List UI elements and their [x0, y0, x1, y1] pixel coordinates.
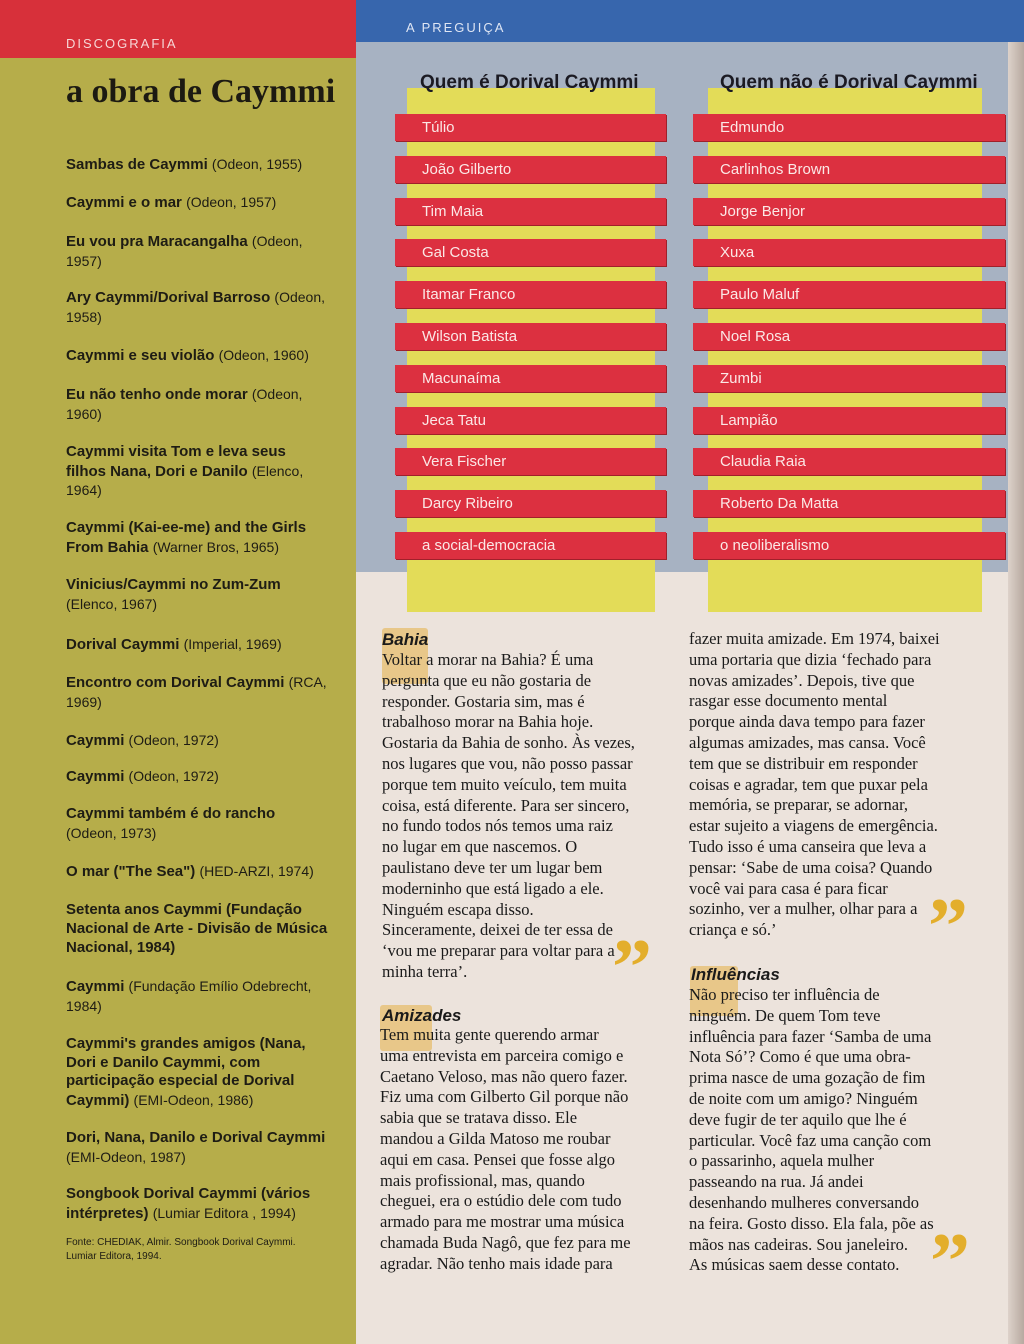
closing-quote-icon: ” — [930, 1218, 970, 1306]
record-title: Caymmi — [66, 732, 125, 749]
text-line: Fiz uma com Gilberto Gil porque não — [380, 1087, 629, 1107]
text-line: influência para fazer ‘Samba de uma — [689, 1026, 932, 1046]
text-line: uma entrevista em parceira comigo e — [380, 1045, 624, 1065]
record-meta: (Elenco, 1967) — [66, 595, 158, 612]
text-line: sozinho, ver a mulher, olhar para a — [689, 899, 918, 919]
table-cell: Lampião — [693, 407, 1005, 434]
record-meta: (Imperial, 1969) — [183, 636, 282, 652]
text-line: sabia que se tratava disso. Ele — [380, 1108, 578, 1128]
discography-item — [66, 576, 328, 614]
text-line: algumas amizades, mas cansa. Você — [689, 732, 926, 752]
text-line: estar sujeito a viagens de emergência. — [689, 816, 938, 836]
table-cell: João Gilberto — [395, 156, 666, 183]
text-line: criança e só.’ — [689, 920, 777, 940]
discography-item — [66, 346, 328, 366]
discography-item — [66, 805, 328, 843]
record-meta: (HED-ARZI, 1974) — [199, 863, 314, 879]
discography-item — [66, 901, 328, 958]
text-line: no lugar em que nascemos. O — [382, 837, 578, 857]
table-cell: Xuxa — [693, 239, 1005, 266]
table-cell: a social-democracia — [395, 532, 666, 559]
section-heading-bahia: Bahia — [382, 630, 429, 649]
column-header-is: Quem é Dorival Caymmi — [420, 72, 639, 93]
table-cell: Itamar Franco — [395, 281, 666, 308]
paragraph-amizades — [380, 1025, 670, 1275]
text-line: porque ainda dava tempo para fazer — [689, 712, 925, 732]
record-meta: (Odeon, 1972) — [128, 732, 219, 748]
record-meta: (EMI-Odeon, 1986) — [133, 1091, 254, 1108]
text-line: Não preciso ter influência de — [689, 985, 880, 1004]
discography-item — [66, 288, 328, 327]
section-header-bar — [0, 0, 356, 58]
discography-item — [66, 1129, 328, 1167]
record-meta: (Odeon, 1957) — [66, 233, 303, 269]
text-line: Sinceramente, deixei de ter essa de — [382, 920, 613, 940]
record-title: Dorival Caymmi — [66, 636, 180, 653]
record-title: Caymmi's grandes amigos (Nana, Dori e Danilo Caymmi, com participação especial de Dorival Caymmi) — [66, 1035, 306, 1109]
text-line: Caetano Veloso, mas não quero fazer. — [380, 1066, 628, 1086]
text-line: desenhando mulheres conversando — [689, 1192, 920, 1212]
text-line: particular. Você faz uma canção com — [689, 1130, 932, 1150]
text-line: moderninho que está ligado a ele. — [382, 878, 604, 898]
record-meta: (Odeon, 1973) — [66, 824, 157, 841]
text-line: prima nasce de uma gozação de fim — [689, 1068, 926, 1088]
text-line: pensar: ‘Sabe de uma coisa? Quando — [689, 857, 933, 877]
text-line: mais profissional, mas, quando — [380, 1170, 585, 1190]
table-cell: Macunaíma — [395, 365, 666, 392]
text-line: Gostaria da Bahia de sonho. Às vezes, — [382, 733, 635, 753]
table-cell: Roberto Da Matta — [693, 490, 1005, 517]
text-line: passeando na rua. Já andei — [689, 1172, 864, 1192]
table-cell: Túlio — [395, 114, 666, 141]
table-header-bar — [356, 0, 1024, 42]
text-line: no fundo todos nós temos uma raiz — [382, 816, 613, 836]
record-meta: (Odeon, 1972) — [128, 768, 219, 784]
page-edge — [1008, 42, 1024, 1344]
text-line: coisa, está diferente. Para ser sincero, — [382, 795, 630, 815]
table-cell: Claudia Raia — [693, 448, 1005, 475]
table-cell: Jeca Tatu — [395, 407, 666, 434]
table-cell: o neoliberalismo — [693, 532, 1005, 559]
discography-item — [66, 977, 328, 1016]
discography-item — [66, 443, 328, 501]
record-title: Caymmi — [66, 978, 125, 995]
table-cell: Noel Rosa — [693, 323, 1005, 350]
record-title: Ary Caymmi/Dorival Barroso — [66, 289, 271, 306]
record-meta: (Odeon, 1958) — [66, 289, 326, 325]
record-title: Caymmi — [66, 768, 125, 785]
text-line: Ninguém escapa disso. — [382, 899, 534, 919]
record-meta: (RCA, 1969) — [66, 674, 327, 710]
record-title: Dori, Nana, Danilo e Dorival Caymmi — [66, 1129, 326, 1146]
discography-item — [66, 731, 328, 751]
text-line: deve fugir de ter aquilo que lhe é — [689, 1109, 907, 1129]
text-line: mandou a Gilda Matoso me roubar — [380, 1128, 611, 1148]
record-meta: (Odeon, 1960) — [66, 386, 303, 422]
closing-quote-icon: ” — [612, 924, 652, 1012]
text-line: rasgar esse documento mental — [689, 691, 888, 711]
text-line: armado para me mostrar uma música — [380, 1212, 625, 1232]
text-line: Nota Só’? Como é que uma obra- — [689, 1047, 911, 1067]
table-cell: Tim Maia — [395, 198, 666, 225]
text-line: porque tem muito veículo, tem muita — [382, 774, 627, 794]
table-cell: Wilson Batista — [395, 323, 666, 350]
record-title: Songbook Dorival Caymmi (vários intérpretes) — [66, 1185, 311, 1222]
discography-sidebar — [0, 0, 356, 1344]
discography-item — [66, 1185, 328, 1223]
record-meta: (Elenco, 1964) — [66, 462, 304, 498]
text-line: aqui em casa. Pensei que fosse algo — [380, 1149, 616, 1169]
section-heading-amizades: Amizades — [382, 1006, 462, 1025]
text-line: minha terra’. — [382, 961, 468, 981]
text-line: nos lugares que vou, não posso passar — [382, 753, 633, 773]
discography-item — [66, 635, 328, 655]
record-title: Caymmi e o mar — [66, 194, 182, 211]
column-header-is-not: Quem não é Dorival Caymmi — [720, 72, 978, 93]
discography-item — [66, 519, 328, 557]
discography-item — [66, 862, 328, 882]
record-meta: (Warner Bros, 1965) — [152, 538, 279, 555]
text-line: ninguém. De quem Tom teve — [689, 1005, 881, 1025]
text-line: Voltar a morar na Bahia? É uma — [382, 650, 594, 669]
section-label: DISCOGRAFIA — [66, 36, 178, 51]
text-line: ‘vou me preparar para voltar para a — [382, 941, 615, 961]
discography-item — [66, 673, 328, 712]
table-cell: Jorge Benjor — [693, 198, 1005, 225]
discography-item — [66, 193, 328, 213]
text-line: tem que se distribuir em responder — [689, 753, 918, 773]
text-line: uma portaria que dizia ‘fechado para — [689, 649, 932, 669]
record-meta: (Lumiar Editora , 1994) — [152, 1204, 296, 1221]
table-cell: Carlinhos Brown — [693, 156, 1005, 183]
closing-quote-icon: ” — [928, 883, 968, 971]
record-title: Encontro com Dorival Caymmi — [66, 674, 285, 691]
record-title: Vinicius/Caymmi no Zum-Zum — [66, 576, 281, 593]
record-title: Sambas de Caymmi — [66, 156, 208, 173]
record-meta: (EMI-Odeon, 1987) — [66, 1148, 186, 1165]
text-line: você vai para casa é para ficar — [689, 878, 888, 898]
section-heading-influencias: Influências — [691, 965, 780, 984]
text-line: As músicas saem desse contato. — [689, 1255, 900, 1275]
record-title: Eu vou pra Maracangalha — [66, 233, 248, 250]
discography-item — [66, 385, 328, 424]
text-line: na feira. Gosto disso. Ela fala, põe as — [689, 1213, 934, 1233]
discography-item — [66, 1035, 328, 1110]
record-meta: (Odeon, 1955) — [211, 156, 303, 172]
table-cell: Vera Fischer — [395, 448, 666, 475]
text-line: cheguei, era o estúdio dele com tudo — [380, 1191, 622, 1211]
record-title: Caymmi visita Tom e leva seus filhos Nana, Dori e Danilo — [66, 443, 286, 480]
record-title: Caymmi e seu violão — [66, 347, 215, 364]
text-line: agradar. Não tenho mais idade para — [380, 1253, 613, 1273]
record-meta: (Odeon, 1957) — [186, 194, 277, 210]
table-cell: Edmundo — [693, 114, 1005, 141]
table-cell: Darcy Ribeiro — [395, 490, 666, 517]
text-line: paulistano deve ter um lugar bem — [382, 857, 603, 877]
text-line: coisas e agradar, tem que puxar pela — [689, 774, 928, 794]
text-line: Tem muita gente querendo armar — [380, 1025, 599, 1044]
sidebar-title: a obra de Caymmi — [66, 73, 336, 110]
text-line: chamada Buda Nagô, que fez para me — [380, 1232, 631, 1252]
text-line: responder. Gostaria sim, mas é — [382, 691, 585, 711]
record-title: O mar ("The Sea") — [66, 863, 196, 880]
table-section-label: A PREGUIÇA — [406, 20, 506, 35]
record-title: Caymmi também é do rancho — [66, 805, 276, 822]
table-cell: Zumbi — [693, 365, 1005, 392]
record-title: Eu não tenho onde morar — [66, 386, 248, 403]
text-line: memória, se preparar, se adornar, — [689, 795, 909, 815]
text-line: Tudo isso é uma canseira que leva a — [689, 836, 927, 856]
text-line: de noite com um amigo? Ninguém — [689, 1088, 918, 1108]
record-meta: (Fundação Emílio Odebrecht, 1984) — [66, 978, 312, 1014]
text-line: trabalhoso morar na Bahia hoje. — [382, 712, 594, 732]
text-line: mãos nas cadeiras. Sou janeleiro. — [689, 1234, 909, 1254]
text-line: pergunta que eu não gostaria de — [382, 670, 592, 690]
discography-item — [66, 767, 328, 787]
discography-item — [66, 232, 328, 271]
discography-item — [66, 155, 328, 175]
record-title: Setenta anos Caymmi (Fundação Nacional de Arte - Divisão de Música Nacional, 1984) — [66, 901, 328, 956]
record-title: Caymmi (Kai-ee-me) and the Girls From Bahia — [66, 519, 307, 556]
table-cell: Paulo Maluf — [693, 281, 1005, 308]
text-line: novas amizades’. Depois, tive que — [689, 670, 915, 690]
text-line: fazer muita amizade. Em 1974, baixei — [689, 629, 940, 648]
text-line: o passarinho, aquela mulher — [689, 1151, 875, 1171]
source-note: Fonte: CHEDIAK, Almir. Songbook Dorival Caymmi. Lumiar Editora, 1994. — [66, 1237, 296, 1262]
table-cell: Gal Costa — [395, 239, 666, 266]
record-meta: (Odeon, 1960) — [218, 347, 309, 363]
